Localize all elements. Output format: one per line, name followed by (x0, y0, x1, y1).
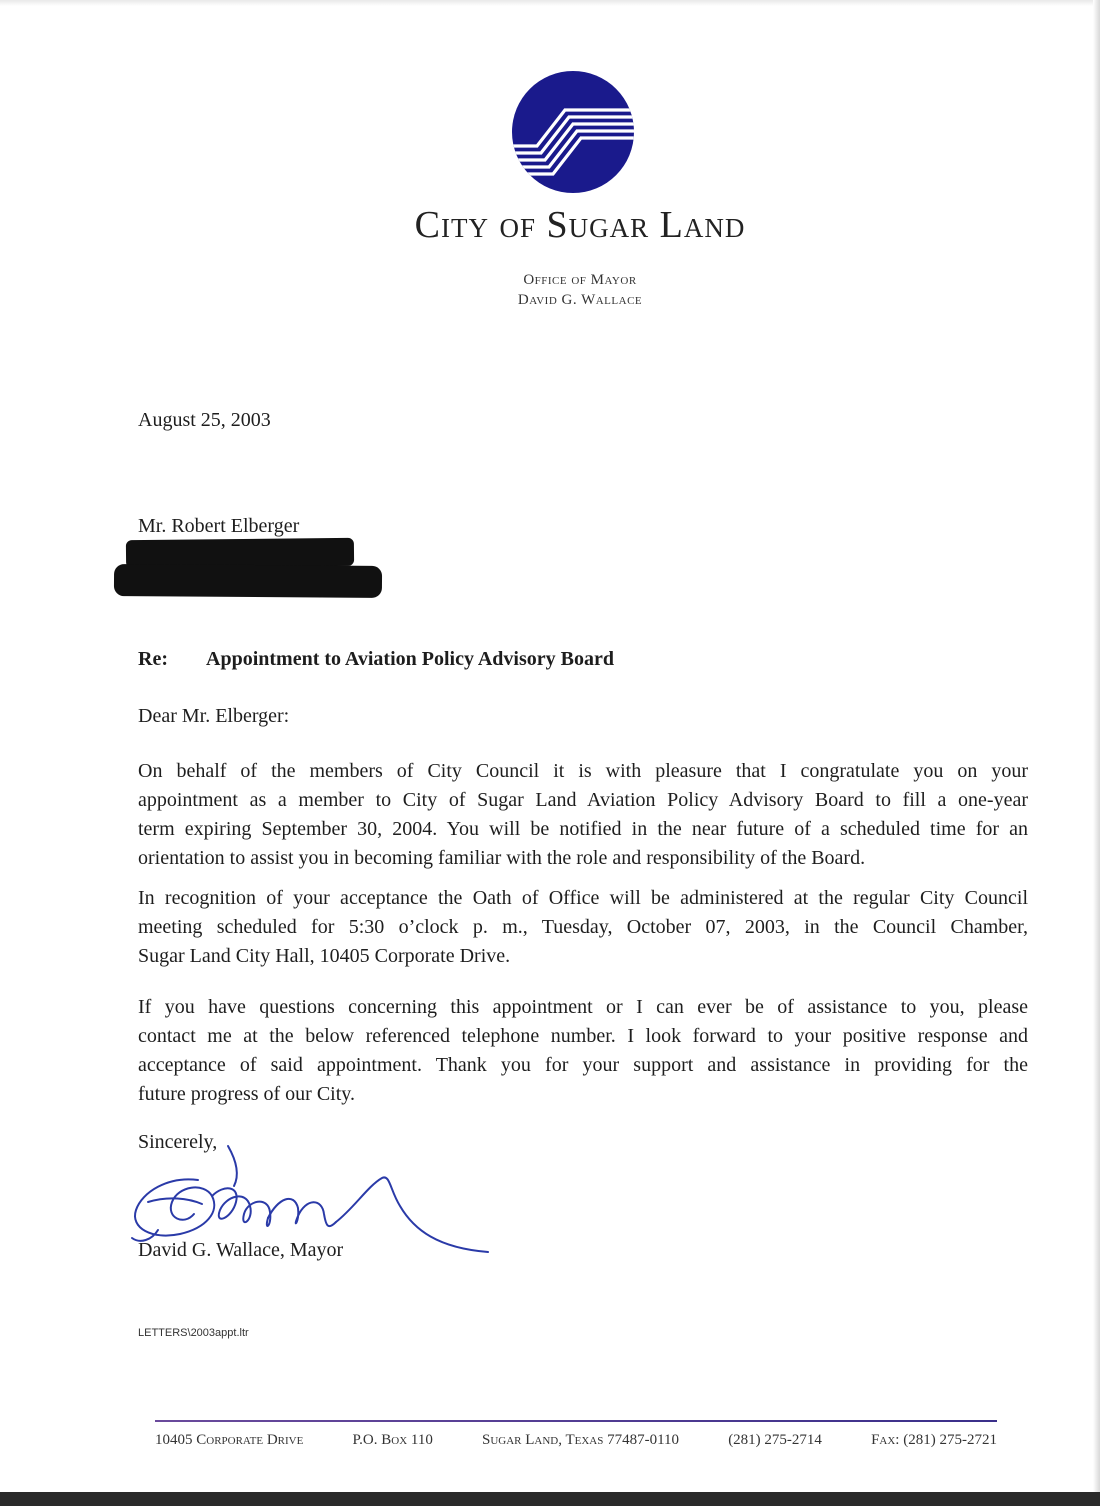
subject-text: Appointment to Aviation Policy Advisory Board (206, 648, 614, 670)
letter-date: August 25, 2003 (138, 409, 271, 431)
paragraph-line: term expiring September 30, 2004. You will be notified in the near future of a scheduled time for an (138, 818, 1028, 840)
paragraph-line: orientation to assist you in becoming familiar with the role and responsibility of the Board. (138, 847, 866, 869)
paragraph-line: Sugar Land City Hall, 10405 Corporate Drive. (138, 945, 511, 967)
footer-fax: Fax: (281) 275-2721 (871, 1432, 997, 1448)
paragraph-line: appointment as a member to City of Sugar Land Aviation Policy Advisory Board to fill a one-year (138, 789, 1028, 811)
recipient-name: Mr. Robert Elberger (138, 515, 300, 537)
footer-po-box: P.O. Box 110 (352, 1432, 433, 1448)
signer-name: David G. Wallace, Mayor (138, 1239, 344, 1261)
paragraph-line: If you have questions concerning this appointment or I can ever be of assistance to you, please (138, 996, 1028, 1018)
paragraph-3 (138, 993, 1028, 1109)
salutation: Dear Mr. Elberger: (138, 705, 290, 727)
office-holder: David G. Wallace (517, 292, 643, 308)
footer-divider (155, 1420, 997, 1422)
organization-name: City of Sugar Land (414, 204, 746, 246)
file-reference: LETTERS\2003appt.ltr (138, 1327, 249, 1339)
footer-city-state-zip: Sugar Land, Texas 77487-0110 (481, 1432, 680, 1448)
paragraph-line: acceptance of said appointment. Thank you for your support and assistance in providing for the (138, 1054, 1028, 1076)
subject-label: Re: (138, 648, 168, 670)
footer-contact (155, 1432, 997, 1449)
subject-line (138, 648, 614, 671)
footer-address: 10405 Corporate Drive (155, 1432, 304, 1448)
closing: Sincerely, (138, 1131, 218, 1153)
scan-edge-right (1093, 0, 1100, 1492)
office-title: Office of Mayor (523, 272, 637, 288)
scan-edge-top (0, 0, 1100, 6)
paragraph-line: contact me at the below referenced telephone number. I look forward to your positive response and (138, 1025, 1028, 1047)
paragraph-line: meeting scheduled for 5:30 o’clock p. m., Tuesday, October 07, 2003, in the Council Chamber, (138, 916, 1028, 938)
paragraph-2 (138, 884, 1028, 971)
redacted-address-line-2 (114, 564, 382, 598)
paragraph-line: On behalf of the members of City Council it is with pleasure that I congratulate you on your (138, 760, 1028, 782)
footer-phone: (281) 275-2714 (728, 1432, 822, 1448)
paragraph-1 (138, 757, 1028, 873)
scan-edge-bottom (0, 1492, 1100, 1506)
paragraph-line: future progress of our City. (138, 1083, 355, 1105)
city-logo-icon (511, 70, 635, 194)
paragraph-line: In recognition of your acceptance the Oath of Office will be administered at the regular City Council (138, 887, 1028, 909)
